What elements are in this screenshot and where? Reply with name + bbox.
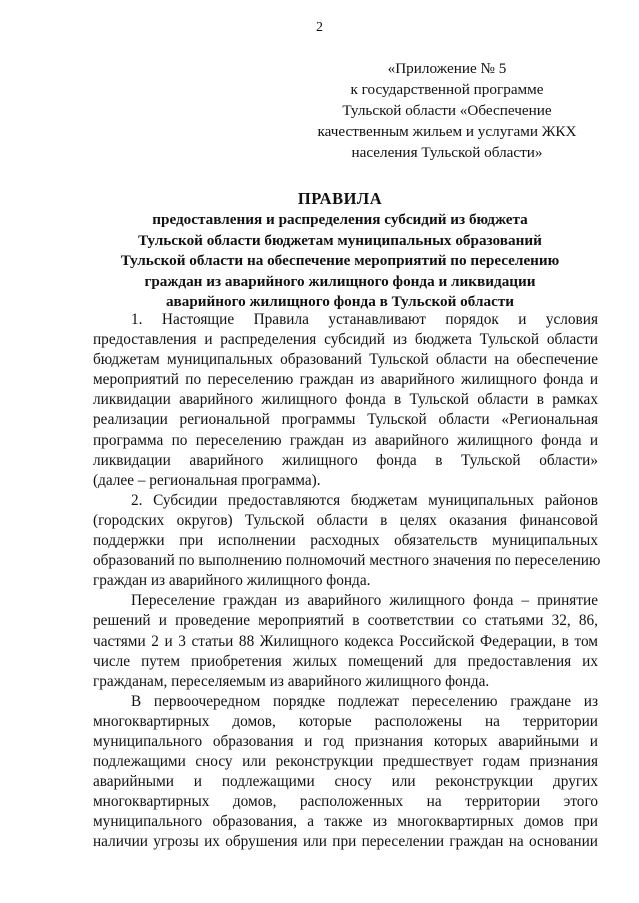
- text-line: частями 2 и 3 статьи 88 Жилищного кодекса Российской Федерации, в том: [93, 632, 598, 650]
- subtitle-line: аварийного жилищного фонда в Тульской области: [165, 293, 515, 310]
- text-line: В первоочередном порядке подлежат переселению граждане из: [131, 692, 598, 710]
- title-subtitle: [80, 210, 600, 313]
- text-line: программа по переселению граждан из аварийного жилищного фонда и: [93, 431, 598, 449]
- appendix-line: к государственной программе: [350, 81, 544, 98]
- document-body: [93, 310, 601, 853]
- text-line: Переселение граждан из аварийного жилищного фонда – принятие: [131, 592, 598, 610]
- text-line: аварийными и подлежащими сносу или реконструкции других: [93, 773, 598, 791]
- text-line: образований по выполнению полномочий местного значения по переселению: [93, 552, 601, 570]
- text-line: муниципального образования и год признания которых аварийными и: [93, 732, 598, 750]
- text-line: (далее – региональная программа).: [93, 471, 321, 489]
- text-line: наличии угрозы их обрушения или при переселении граждан на основании: [93, 833, 598, 851]
- subtitle-line: граждан из аварийного жилищного фонда и ликвидации: [144, 272, 536, 290]
- text-line: ликвидации аварийного жилищного фонда в Тульской области в рамках: [93, 391, 598, 409]
- text-line: граждан из аварийного жилищного фонда.: [93, 572, 371, 590]
- text-line: 1. Настоящие Правила устанавливают порядок и условия: [131, 311, 598, 328]
- text-line: (городских округов) Тульской области в целях оказания финансовой: [93, 511, 598, 529]
- paragraph-2: [93, 491, 601, 591]
- text-line: числе путем приобретения жилых помещений для предоставления их: [93, 652, 598, 670]
- text-line: поддержки при исполнении расходных обязательств муниципальных: [93, 532, 598, 550]
- text-line: мероприятий по переселению граждан из аварийного жилищного фонда и: [93, 371, 598, 389]
- text-line: гражданам, переселяемым из аварийного жилищного фонда.: [93, 672, 490, 690]
- text-line: реализации региональной программы Тульской области «Региональная: [93, 411, 598, 429]
- text-line: предоставления и распределения субсидий из бюджета Тульской области: [93, 331, 598, 349]
- text-line: многоквартирных домов, которые расположены на территории: [93, 712, 598, 730]
- subtitle-line: предоставления и распределения субсидий из бюджета: [152, 211, 528, 228]
- paragraph-4: [93, 692, 598, 853]
- appendix-line: Тульской области «Обеспечение: [342, 102, 552, 119]
- text-line: решений и проведение мероприятий в соответствии со статьями 32, 86,: [93, 612, 598, 630]
- title-main: ПРАВИЛА: [297, 189, 383, 208]
- text-line: подлежащими сносу или реконструкции предшествует годам признания: [93, 753, 598, 771]
- subtitle-line: Тульской области на обеспечение мероприятий по переселению: [120, 252, 560, 269]
- document-title: [80, 188, 600, 313]
- appendix-line: «Приложение № 5: [387, 60, 507, 77]
- appendix-line: населения Тульской области»: [351, 144, 543, 161]
- text-line: многоквартирных домов, расположенных на территории этого: [93, 793, 598, 811]
- text-line: бюджетам муниципальных образований Тульской области на обеспечение: [93, 351, 598, 369]
- text-line: 2. Субсидии предоставляются бюджетам муниципальных районов: [131, 491, 598, 509]
- text-line: муниципального образования, а также из многоквартирных домов при: [93, 813, 598, 831]
- appendix-line: качественным жильем и услугами ЖКХ: [317, 123, 577, 140]
- paragraph-3: [93, 591, 598, 691]
- paragraph-1: [93, 310, 598, 491]
- appendix-note: [292, 58, 602, 163]
- page-number: 2: [316, 20, 323, 35]
- text-line: ликвидации аварийного жилищного фонда в Тульской области»: [93, 451, 598, 469]
- subtitle-line: Тульской области бюджетам муниципальных образований: [138, 231, 542, 249]
